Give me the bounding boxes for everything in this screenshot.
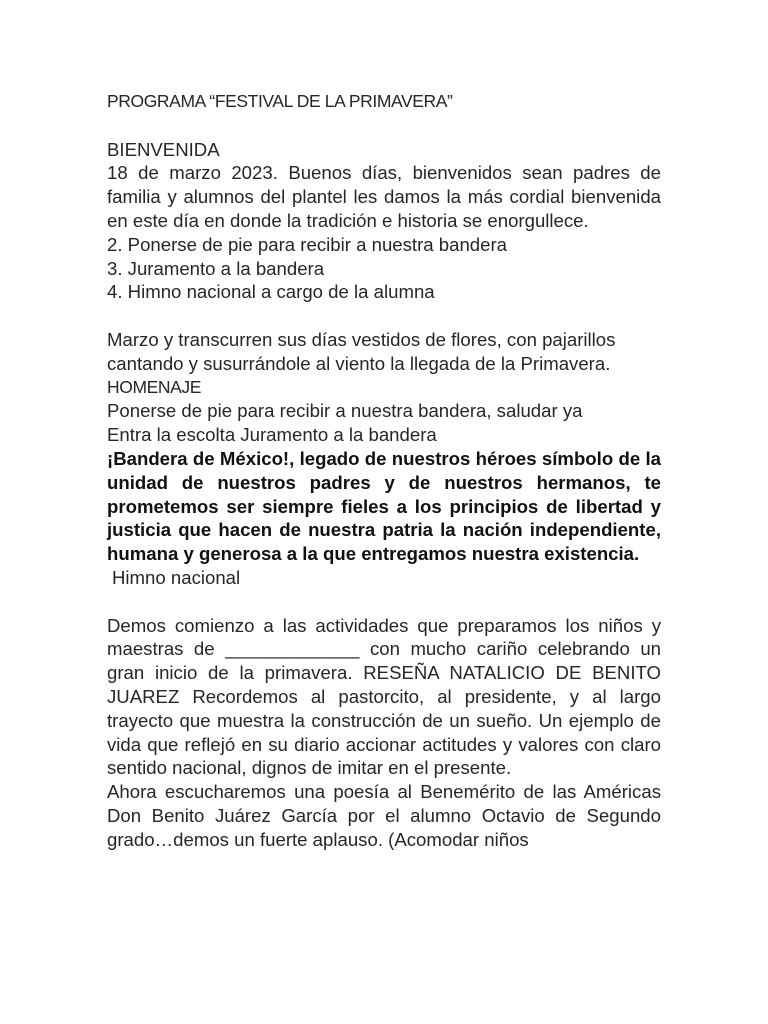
homage-heading: HOMENAJE (107, 376, 202, 397)
anthem-line: Himno nacional (112, 566, 241, 588)
spring-paragraph: Marzo y transcurren sus días vestidos de flores, con pajarillos cantando y susurrándole al viento la llegada de la Primavera. (107, 328, 616, 374)
spacer (107, 114, 661, 138)
program-list-item: 4. Himno nacional a cargo de la alumna (107, 281, 435, 303)
spacer (107, 590, 661, 614)
document-page (107, 90, 661, 852)
spacer (107, 304, 661, 328)
program-list-item: 3. Juramento a la bandera (107, 257, 325, 279)
welcome-paragraph: 18 de marzo 2023. Buenos días, bienvenidos sean padres de familia y alumnos del plantel les damos la más cordial bienvenida en este día en donde la tradición e historia se enorgullece. (107, 162, 661, 231)
welcome-heading: BIENVENIDA (107, 138, 220, 160)
homage-line-2: Entra la escolta Juramento a la bandera (107, 424, 437, 446)
homage-line-1: Ponerse de pie para recibir a nuestra bandera, saludar ya (107, 400, 583, 422)
poem-paragraph: Ahora escucharemos una poesía al Benemérito de las Américas Don Benito Juárez García por el alumno Octavio de Segundo grado…demos un fuerte aplauso. (Acomodar niños (107, 781, 661, 850)
document-title: PROGRAMA “FESTIVAL DE LA PRIMAVERA” (107, 91, 453, 111)
flag-oath-paragraph: ¡Bandera de México!, legado de nuestros héroes símbolo de la unidad de nuestros padres y de nuestros hermanos, te prometemos ser siempre fieles a los principios de libertad y justicia que hacen de nuestra patria la nación independiente, humana y generosa a la que entregamos nuestra existencia. (107, 447, 661, 565)
program-list-item: 2. Ponerse de pie para recibir a nuestra bandera (107, 233, 508, 255)
activities-paragraph: Demos comienzo a las actividades que preparamos los niños y maestras de _____________ con mucho cariño celebrando un gran inicio de la primavera. RESEÑA NATALICIO DE BENITO JUAREZ Recordemos al pastorcito, al presidente, y al largo trayecto que muestra la construcción de un sueño. Un ejemplo de vida que reflejó en su diario accionar actitudes y valores con claro sentido nacional, dignos de imitar en el presente. (107, 614, 661, 779)
